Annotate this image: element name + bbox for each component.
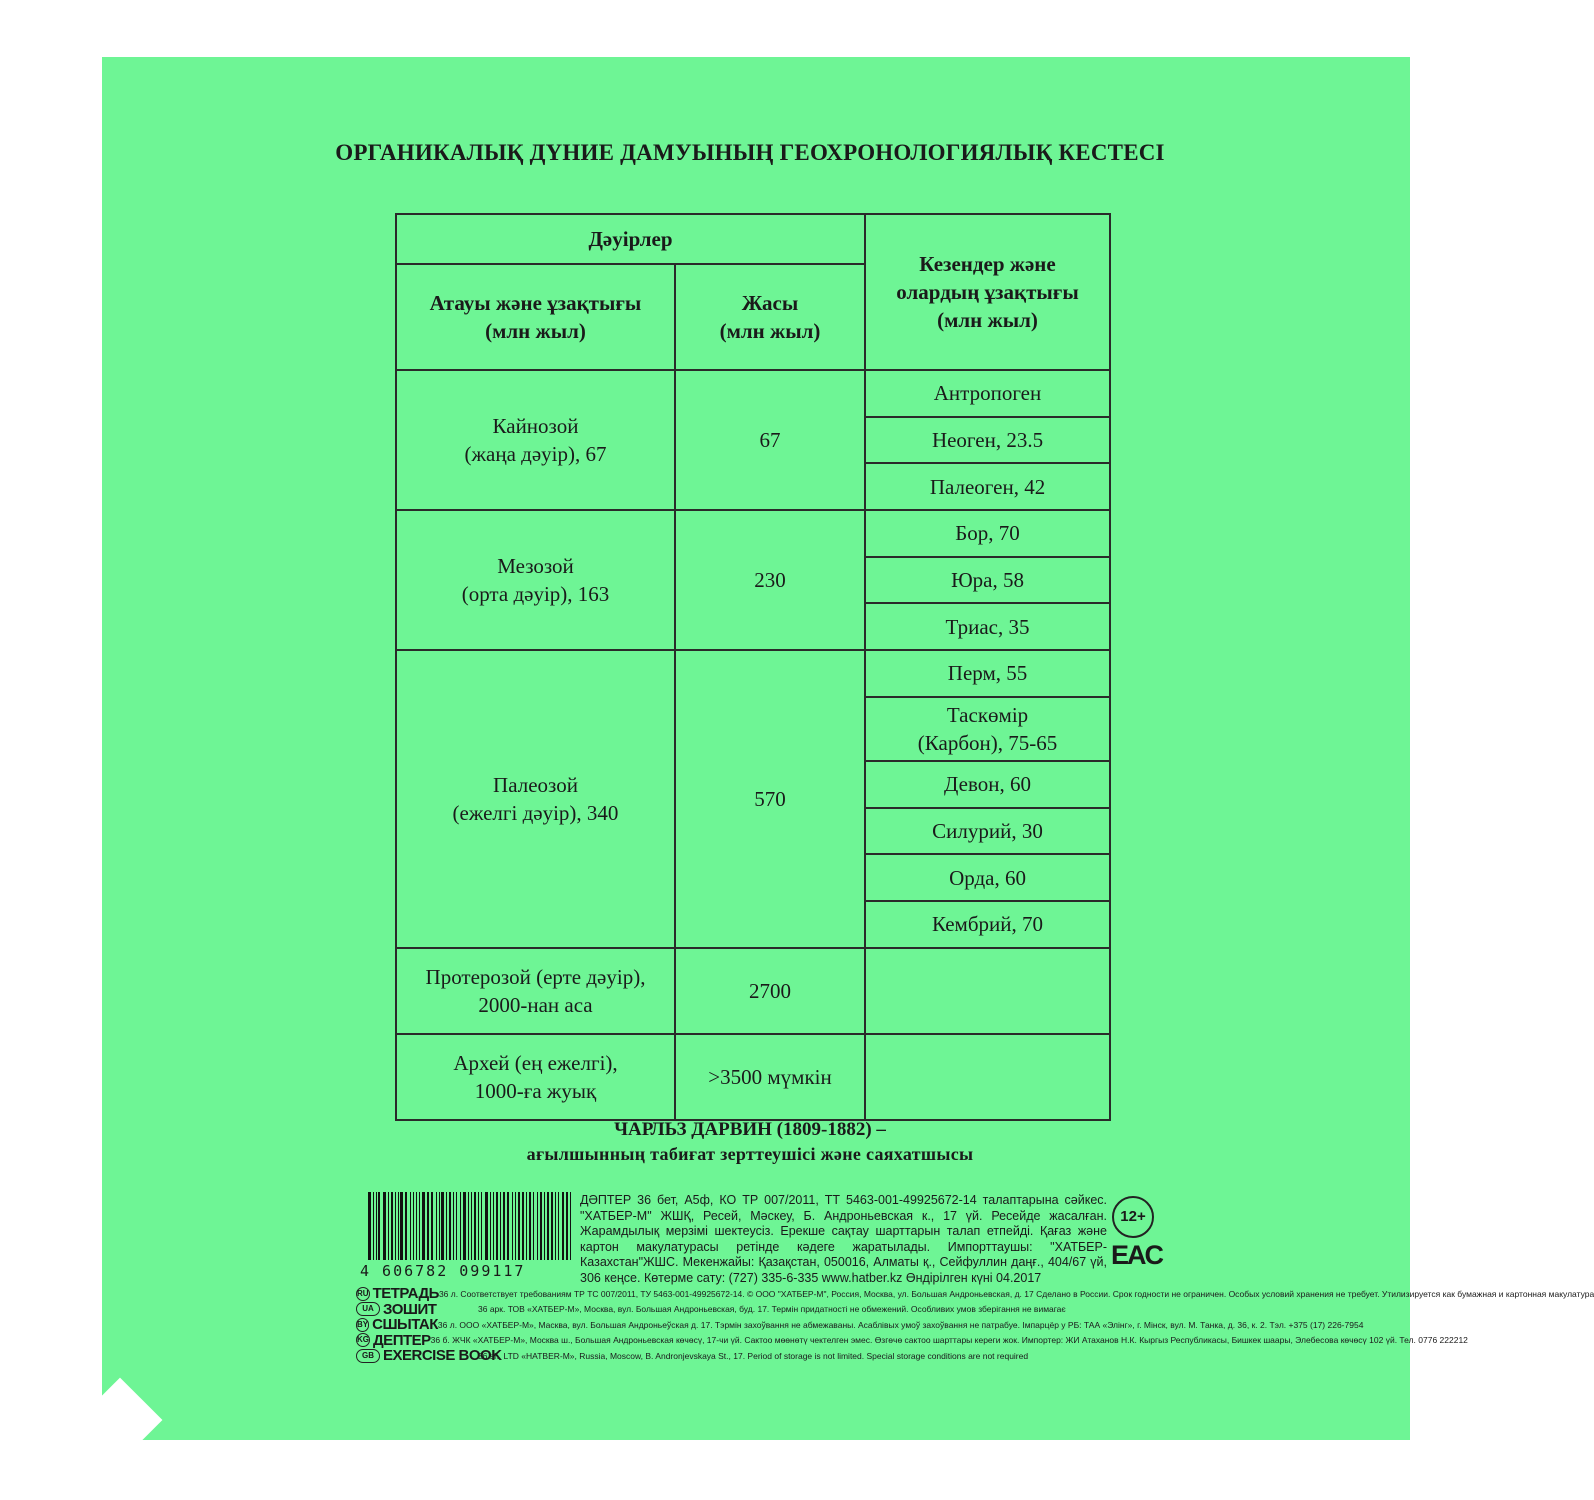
era-age: 2700 xyxy=(675,948,865,1034)
period-cell: Юра, 58 xyxy=(865,557,1110,604)
period-cell: Перм, 55 xyxy=(865,650,1110,697)
era-name: Кайнозой (жаңа дәуір), 67 xyxy=(396,370,675,510)
barcode-bar xyxy=(416,1192,418,1260)
barcode-bar xyxy=(547,1192,549,1260)
geochronology-table xyxy=(395,213,1111,1121)
darwin-name: ЧАРЛЬЗ ДАРВИН (1809-1882) – xyxy=(614,1119,886,1140)
period-cell: Орда, 60 xyxy=(865,854,1110,901)
language-row xyxy=(356,1348,1126,1364)
language-legal-text: 36 sh. LTD «HATBER-M», Russia, Moscow, B. Andronjevskaya St., 17. Period of storage is not limited. Special storage conditions are not required xyxy=(478,1350,1029,1361)
barcode-bar xyxy=(378,1192,380,1260)
barcode-bar xyxy=(493,1192,494,1260)
table-row xyxy=(396,510,1110,557)
language-code-badge: UA xyxy=(356,1302,380,1316)
barcode-bar xyxy=(441,1192,444,1260)
barcode-bar xyxy=(566,1192,568,1260)
barcode-bar xyxy=(500,1192,501,1260)
period-cell: Кембрий, 70 xyxy=(865,901,1110,948)
table-row xyxy=(396,948,1110,1034)
barcode-bar xyxy=(471,1192,472,1260)
barcode-bar xyxy=(405,1192,407,1260)
era-age: 67 xyxy=(675,370,865,510)
language-legal-text: 36 л. ООО «ХАТБЕР-М», Масква, вул. Большая Андроньеўская д. 17. Тэрмін захоўвання не абмежаваны. Асаблівых умоў захоўвання не патрабуе. Імпарцёр у РБ: ТАА «Элінг», г. Мінск, вул. М. Танка, д. 36, к. 2. Тэл. +375 (17) 226-7954 xyxy=(437,1319,1364,1330)
language-product-name: СШЫТАК xyxy=(372,1316,438,1334)
language-row xyxy=(356,1302,1126,1318)
barcode-bar xyxy=(376,1192,377,1260)
barcode-bar xyxy=(431,1192,433,1260)
barcode-bar xyxy=(503,1192,506,1260)
barcode-bar xyxy=(522,1192,525,1260)
barcode-bar xyxy=(395,1192,396,1260)
language-legal-text: 36 б. ЖЧК «ХАТБЕР-М», Москва ш., Большая Андроньевская көчөсү, 17-чи үй. Сактоо мөөнөтү чектелген эмес. Өзгөчө сактоо шарттары кереги жок. Импортер: ЖИ Атаханов Н.К. Кыргыз Республикасы, Бишкек шаары, Элебесова көчөсү 102 үй. Тел. 0776 222212 xyxy=(430,1335,1468,1346)
era-age: 230 xyxy=(675,510,865,650)
barcode-bar xyxy=(419,1192,420,1260)
barcode-bar xyxy=(485,1192,488,1260)
barcode-bar xyxy=(537,1192,538,1260)
barcode-bar xyxy=(533,1192,534,1260)
darwin-caption xyxy=(0,1118,1500,1166)
barcode-bar xyxy=(373,1192,374,1260)
barcode-bar xyxy=(551,1192,553,1260)
barcode-number: 4 606782 099117 xyxy=(360,1262,526,1280)
barcode-bar xyxy=(460,1192,462,1260)
barcode-bar xyxy=(529,1192,531,1260)
barcode-bar xyxy=(391,1192,393,1260)
barcode-bar xyxy=(398,1192,399,1260)
period-cell: Неоген, 23.5 xyxy=(865,417,1110,464)
barcode-bar xyxy=(540,1192,543,1260)
era-name: Протерозой (ерте дәуір), 2000-нан аса xyxy=(396,948,675,1034)
page-title: ОРГАНИКАЛЫҚ ДҮНИЕ ДАМУЫНЫҢ ГЕОХРОНОЛОГИЯЛЫҚ КЕСТЕСІ xyxy=(335,140,1165,165)
barcode-bar xyxy=(383,1192,386,1260)
darwin-description: ағылшынның табиғат зерттеушісі және саяхатшысы xyxy=(526,1144,974,1164)
barcode-bar xyxy=(436,1192,437,1260)
barcode-bar xyxy=(410,1192,411,1260)
legal-text: ДӘПТЕР 36 бет, А5ф, КО ТР 007/2011, ТТ 5463-001-49925672-14 талаптарына сәйкес. "ХАТБЕР-М" ЖШҚ, Ресей, Мәскеу, Б. Андроньевская к., 17 үй. Ресейде жасалған. Жарамдылық мерзімі шектеусіз. Ерекше сақтау шарттарын талап етпейді. Қағаз және картон макулатурасы ретінде кәдеге жаратылады. Импорттаушы: "ХАТБЕР-Казахстан"ЖШС. Мекенжайы: Қазақстан, 050016, Алматы қ., Сейфуллин даңғ., 404/67 үй, 306 кеңсе. Көтерме сату: (727) 335-6-335 www.hatber.kz Өндірілген күні 04.2017 xyxy=(580,1193,1107,1285)
language-code-badge: GB xyxy=(356,1349,380,1363)
period-cell: Бор, 70 xyxy=(865,510,1110,557)
header-eras: Дәуірлер xyxy=(396,214,865,264)
barcode-bar xyxy=(570,1192,571,1260)
barcode xyxy=(368,1192,573,1260)
language-legal-text: 36 арк. ТОВ «ХАТБЕР-М», Москва, вул. Большая Андроньевская, буд. 17. Термін придатності не обмежений. Особливих умов зберігання не вимагає xyxy=(478,1304,1066,1315)
barcode-bar xyxy=(456,1192,457,1260)
era-periods-empty xyxy=(865,948,1110,1034)
barcode-bar xyxy=(512,1192,513,1260)
language-product-name: ДЕПТЕР xyxy=(373,1331,431,1349)
eac-mark: EAC xyxy=(1111,1240,1163,1270)
language-product-name: ЗОШИТ xyxy=(383,1300,437,1318)
era-periods-empty xyxy=(865,1034,1110,1120)
era-name: Архей (ең ежелгі), 1000-ға жуық xyxy=(396,1034,675,1120)
era-age: >3500 мүмкін xyxy=(675,1034,865,1120)
language-row xyxy=(356,1285,1594,1303)
barcode-bar xyxy=(496,1192,498,1260)
language-code-badge: BY xyxy=(356,1318,369,1332)
barcode-bar xyxy=(468,1192,469,1260)
table-row xyxy=(396,370,1110,417)
barcode-bar xyxy=(515,1192,516,1260)
header-age: Жасы (млн жыл) xyxy=(675,264,865,370)
barcode-bar xyxy=(453,1192,454,1260)
barcode-bar xyxy=(490,1192,491,1260)
era-age: 570 xyxy=(675,650,865,947)
barcode-bar xyxy=(518,1192,520,1260)
header-periods: Кезендер және олардың ұзақтығы (млн жыл) xyxy=(865,214,1110,370)
barcode-bar xyxy=(422,1192,425,1260)
language-row xyxy=(356,1331,1468,1349)
barcode-bar xyxy=(368,1192,371,1260)
period-cell: Таскөмір (Карбон), 75-65 xyxy=(865,697,1110,761)
barcode-bar xyxy=(555,1192,556,1260)
barcode-bar xyxy=(526,1192,527,1260)
period-cell: Палеоген, 42 xyxy=(865,463,1110,510)
barcode-bar xyxy=(474,1192,476,1260)
barcode-bar xyxy=(478,1192,480,1260)
barcode-bar xyxy=(400,1192,403,1260)
period-cell: Девон, 60 xyxy=(865,761,1110,808)
barcode-bar xyxy=(558,1192,559,1260)
table-row xyxy=(396,1034,1110,1120)
barcode-bar xyxy=(463,1192,466,1260)
language-product-name: EXERCISE BOOK xyxy=(383,1347,502,1365)
period-cell: Антропоген xyxy=(865,370,1110,417)
barcode-bar xyxy=(439,1192,440,1260)
language-row xyxy=(356,1316,1364,1334)
era-name: Палеозой (ежелгі дәуір), 340 xyxy=(396,650,675,947)
barcode-bar xyxy=(449,1192,451,1260)
barcode-bar xyxy=(427,1192,429,1260)
barcode-bar xyxy=(507,1192,509,1260)
language-legal-text: 36 л. Соответствует требованиям ТР ТС 007/2011, ТУ 5463-001-49925672-14. © ООО "ХАТБЕР-М", Россия, Москва, ул. Большая Андроньевская, д. 17 Сделано в России. Срок годности не ограничен. Особых условий хранения не требует. Утилизируется как бумажная и картонная макулатура xyxy=(438,1288,1594,1299)
age-rating-badge: 12+ xyxy=(1112,1196,1154,1238)
language-code-badge: KG xyxy=(356,1333,370,1347)
era-name: Мезозой (орта дәуір), 163 xyxy=(396,510,675,650)
barcode-bar xyxy=(413,1192,414,1260)
header-name-duration: Атауы және ұзақтығы (млн жыл) xyxy=(396,264,675,370)
language-code-badge: RU xyxy=(356,1287,370,1301)
language-product-name: ТЕТРАДЬ xyxy=(372,1285,439,1303)
barcode-bar xyxy=(562,1192,565,1260)
barcode-bar xyxy=(481,1192,482,1260)
period-cell: Силурий, 30 xyxy=(865,808,1110,855)
barcode-bar xyxy=(388,1192,389,1260)
barcode-bar xyxy=(544,1192,545,1260)
table-row xyxy=(396,650,1110,697)
barcode-bar xyxy=(446,1192,447,1260)
language-list xyxy=(356,1285,1594,1365)
period-cell: Триас, 35 xyxy=(865,603,1110,650)
